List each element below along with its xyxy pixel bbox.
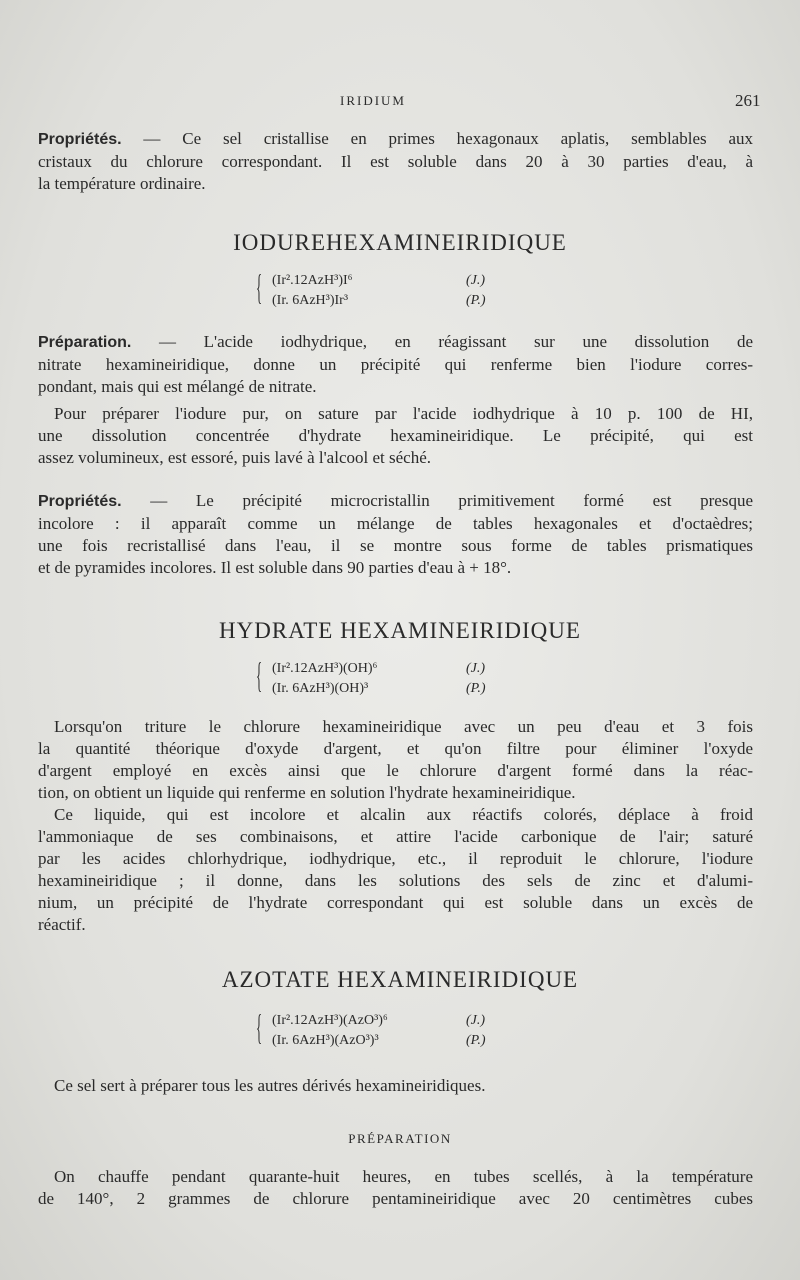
text-line: l'ammoniaque de ses combinaisons, et attire l'acide carbonique de l'air; saturé	[38, 827, 753, 846]
text-line: de 140°, 2 grammes de chlorure pentamineiridique avec 20 centimètres cubes	[38, 1189, 753, 1208]
brace-symbol: {	[256, 1007, 263, 1047]
brace-symbol: {	[256, 267, 263, 307]
text-line: nitrate hexamineiridique, donne un précipité qui renferme bien l'iodure corres-	[38, 355, 753, 374]
formula-block-hydrate	[256, 655, 486, 699]
text-line: d'argent employé en excès ainsi que le chlorure d'argent formé dans la réac-	[38, 761, 753, 780]
formula-row: (Ir².12AzH³)(AzO³)⁶ (J.)	[272, 1013, 486, 1028]
text-line: Lorsqu'on triture le chlorure hexamineiridique avec un peu d'eau et 3 fois	[54, 717, 753, 736]
formula-row: (Ir. 6AzH³)(AzO³)³ (P.)	[272, 1033, 486, 1048]
text-line: tion, on obtient un liquide qui renferme en solution l'hydrate hexamineiridique.	[38, 783, 576, 802]
preparation-paragraph	[38, 331, 753, 398]
text-line: Propriétés. — Le précipité microcristallin primitivement formé est presque	[38, 491, 753, 510]
text-line: la température ordinaire.	[38, 174, 206, 193]
text-line: une fois recristallisé dans l'eau, il se montre sous forme de tables prismatiques	[38, 536, 753, 555]
subsection-title-preparation: PRÉPARATION	[348, 1131, 452, 1146]
formula-row: (Ir. 6AzH³)Ir³ (P.)	[272, 293, 486, 308]
azotate-preparation-paragraph	[38, 1166, 753, 1210]
text-line: assez volumineux, est essoré, puis lavé à l'alcool et séché.	[38, 448, 431, 467]
text-line: la quantité théorique d'oxyde d'argent, et qu'on filtre pour éliminer l'oxyde	[38, 739, 753, 758]
section-title-hydrate: HYDRATE HEXAMINEIRIDIQUE	[219, 618, 581, 643]
page-number: 261	[735, 91, 761, 110]
purification-paragraph	[38, 403, 753, 469]
brace-symbol: {	[256, 655, 263, 695]
properties-lead: Propriétés.	[38, 493, 122, 510]
text-line: une dissolution concentrée d'hydrate hexamineiridique. Le précipité, qui est	[38, 426, 753, 445]
text-line: et de pyramides incolores. Il est soluble dans 90 parties d'eau à + 18°.	[38, 558, 512, 577]
formula-block-iodure	[256, 267, 486, 311]
formula-row: (Ir. 6AzH³)(OH)³ (P.)	[272, 681, 486, 696]
text-line: Préparation. — L'acide iodhydrique, en réagissant sur une dissolution de	[38, 332, 753, 351]
text-line: réactif.	[38, 915, 86, 934]
section-title-azotate: AZOTATE HEXAMINEIRIDIQUE	[221, 967, 579, 992]
intro-paragraph	[38, 128, 753, 195]
formula-row: (Ir².12AzH³)(OH)⁶ (J.)	[272, 661, 486, 676]
text-line: incolore : il apparaît comme un mélange de tables hexagonales et d'octaèdres;	[38, 514, 753, 533]
text-line: Ce sel sert à préparer tous les autres dérivés hexamineiridiques.	[54, 1076, 486, 1095]
text-line: cristaux du chlorure correspondant. Il est soluble dans 20 à 30 parties d'eau, à	[38, 152, 753, 171]
hydrate-paragraph	[38, 716, 753, 936]
preparation-lead: Préparation.	[38, 334, 132, 351]
text-line: On chauffe pendant quarante-huit heures, en tubes scellés, à la température	[54, 1167, 753, 1186]
properties-paragraph	[38, 490, 753, 579]
usage-paragraph	[38, 1075, 753, 1097]
text-line: hexamineiridique ; il donne, dans les solutions des sels de zinc et d'alumi-	[38, 871, 753, 890]
properties-lead: Propriétés.	[38, 131, 122, 148]
text-line: par les acides chlorhydrique, iodhydrique, etc., il reproduit le chlorure, l'iodure	[38, 849, 753, 868]
text-line: Pour préparer l'iodure pur, on sature par l'acide iodhydrique à 10 p. 100 de HI,	[54, 404, 753, 423]
text-line: pondant, mais qui est mélangé de nitrate.	[38, 377, 317, 396]
text-line: nium, un précipité de l'hydrate correspondant qui est soluble dans un excès de	[38, 893, 753, 912]
running-header: IRIDIUM	[340, 93, 406, 108]
text-line: Propriétés. — Ce sel cristallise en primes hexagonaux aplatis, semblables aux	[38, 129, 753, 148]
formula-row: (Ir².12AzH³)I⁶ (J.)	[272, 273, 486, 288]
text-line: Ce liquide, qui est incolore et alcalin aux réactifs colorés, déplace à froid	[54, 805, 753, 824]
section-title-iodure: IODUREHEXAMINEIRIDIQUE	[233, 230, 567, 255]
formula-block-azotate	[256, 1007, 486, 1051]
